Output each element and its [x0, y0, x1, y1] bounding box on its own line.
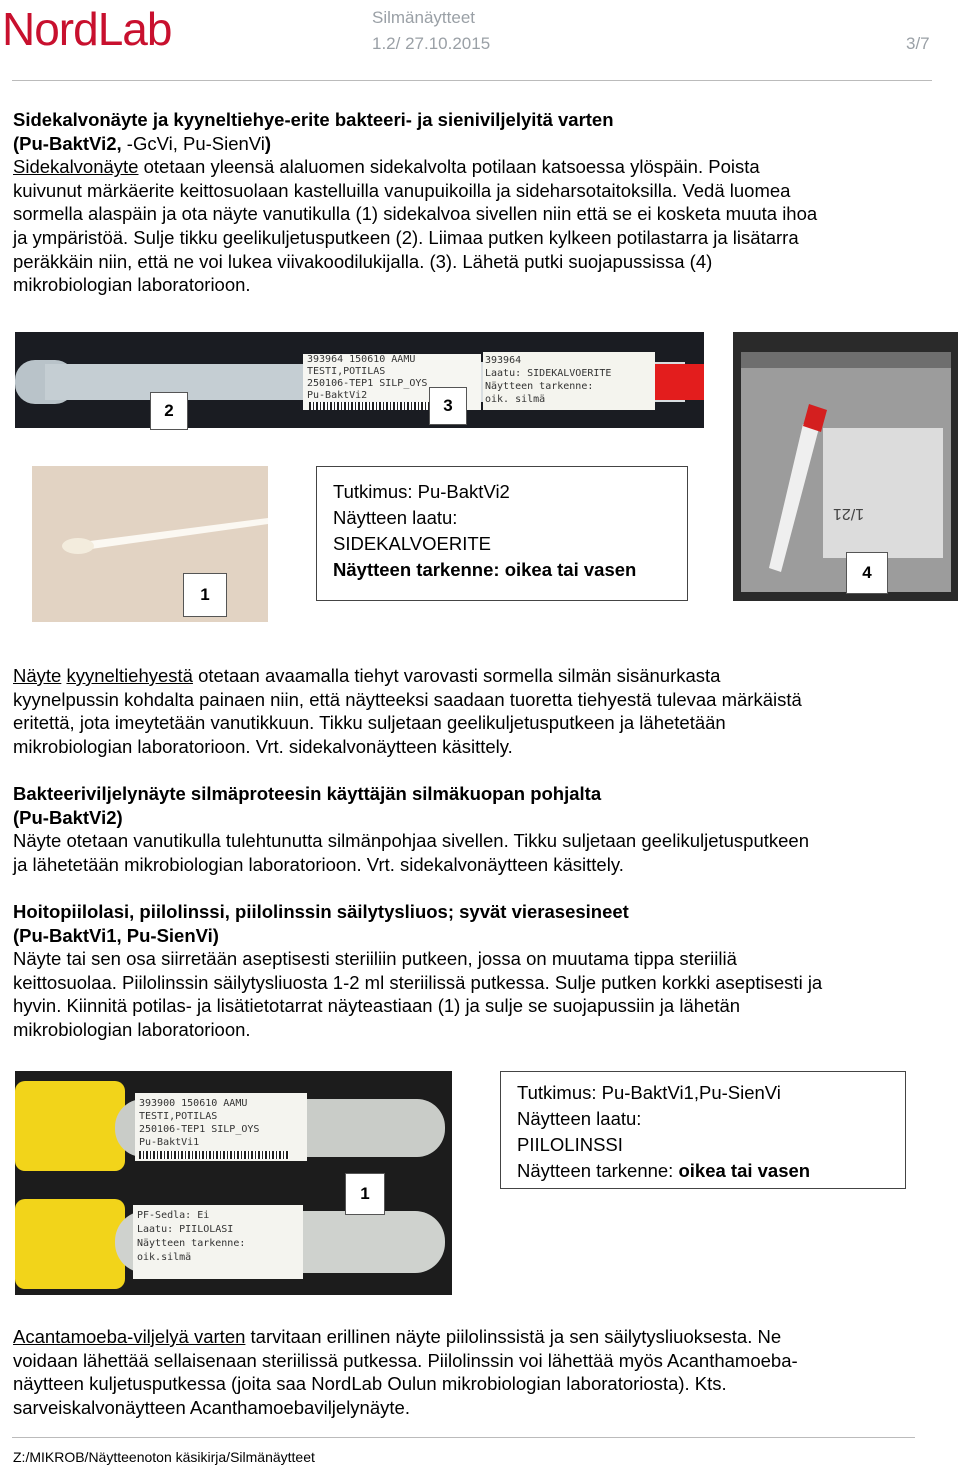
patient-label: 393964 150610 AAMU TESTI,POTILAS 250106-TEP1 SILP_OYS Pu-BaktVi2 [307, 354, 428, 401]
info-line: Näytteen tarkenne: oikea tai vasen [517, 1160, 811, 1181]
section-subtitle: (Pu-BaktVi1, Pu-SienVi) [13, 924, 219, 946]
figure-number-4: 4 [846, 552, 888, 594]
paragraph-line: näytteen kuljetusputkessa (joita saa NordLab Oulun mikrobiologian laboratoriosta). Kts. [13, 1373, 727, 1395]
paragraph-line: keittosuolaa. Piilolinssin säilytysliuosta 1-2 ml steriilissä putkessa. Sulje putken korkki aseptisesti ja [13, 971, 823, 993]
paragraph-line: hyvin. Kiinnitä potilas- ja lisätietotarrat näyteastiaan (1) ja sulje se suojapussiin ja lähetän [13, 995, 741, 1017]
swab-illustration [32, 466, 268, 622]
paragraph-line: kuivunut märkäerite keittosuolaan kastelluilla vanupuikoilla ja sideharsotaitoksilla. Vedä luomea [13, 179, 791, 201]
sample-info-box-2 [500, 1071, 906, 1189]
section-subtitle: (Pu-BaktVi2, -GcVi, Pu-SienVi) [13, 132, 272, 154]
nordlab-logo: NordLab [2, 3, 172, 55]
section-piilolinssi [13, 900, 948, 1042]
info-line: Näytteen tarkenne: oikea tai vasen [333, 559, 637, 580]
transport-tube-photo [15, 332, 704, 428]
tube-label-bottom: PF-Sedla: Ei Laatu: PIILOLASI Näytteen tarkenne: oik.silmä [137, 1210, 246, 1263]
section-title: Hoitopiilolasi, piilolinssi, piilolinssin säilytysliuos; syvät vierasesineet [13, 901, 629, 922]
paragraph-line: Acantamoeba-viljelyä varten tarvitaan erillinen näyte piilolinssistä ja sen säilytysliuoksesta. Ne [13, 1326, 782, 1347]
paragraph-line: mikrobiologian laboratorioon. [13, 274, 251, 296]
paragraph-line: Sidekalvonäyte otetaan yleensä alaluomen sidekalvolta potilaan katsoessa ylöspäin. Poista [13, 156, 760, 178]
section-title: Bakteeriviljelynäyte silmäproteesin käyttäjän silmäkuopan pohjalta [13, 783, 602, 804]
info-line: Näytteen laatu: [517, 1108, 642, 1129]
paragraph-line: ja ympäristöä. Sulje tikku geelikuljetusputkeen (2). Liimaa putken kylkeen potilastarra ja lisätarra [13, 226, 799, 248]
sample-info-box [316, 466, 688, 601]
figure-number-3: 3 [429, 387, 467, 425]
page-number: 3/7 [906, 34, 930, 53]
sterile-tubes-photo [15, 1071, 452, 1295]
section-acanthamoeba [13, 1325, 948, 1419]
paragraph-line: peräkkäin niin, että ne voi lukea viivakoodilukijalla. (3). Lähetä putki suojapussissa (4) [13, 250, 713, 272]
section-title: Sidekalvonäyte ja kyyneltiehye-erite bakteeri- ja sieniviljelyitä varten [13, 109, 614, 130]
paragraph-line: Näyte tai sen osa siirretään aseptisesti steriiliin putkeen, jossa on muutama tippa steriiliä [13, 948, 737, 970]
footer-path: Z:/MIKROB/Näytteenoton käsikirja/Silmänäytteet [13, 1449, 315, 1465]
paragraph-line: mikrobiologian laboratorioon. [13, 1018, 251, 1040]
header-divider [12, 80, 932, 81]
section-kyyneltiehye [13, 664, 948, 758]
paragraph-line: Näyte otetaan vanutikulla tulehtunutta silmänpohjaa sivellen. Tikku suljetaan geelikuljetusputkeen [13, 830, 810, 852]
paragraph-line: sarveiskalvonäytteen Acanthamoebaviljelynäyte. [13, 1396, 410, 1418]
info-line: PIILOLINSSI [517, 1134, 623, 1155]
section-silmaproteesi [13, 782, 948, 876]
sidekalvo-link[interactable]: Sidekalvonäyte [13, 156, 139, 178]
additional-label: 393964 Laatu: SIDEKALVOERITE Näytteen tarkenne: oik. silmä [485, 355, 612, 405]
document-version: 1.2/ 27.10.2015 [372, 34, 491, 53]
paragraph-line: eritettä, jota imeytetään vanutikkuun. Tikku suljetaan geelikuljetusputkeen ja lähetetään [13, 712, 726, 734]
bag-label-text: 1/21 [833, 505, 865, 522]
info-line: Tutkimus: Pu-BaktVi1,Pu-SienVi [517, 1082, 781, 1103]
figure-number-1b: 1 [345, 1173, 385, 1215]
info-line: SIDEKALVOERITE [333, 533, 491, 554]
info-line: Näytteen laatu: [333, 507, 458, 528]
paragraph-line: sormella alaspäin ja ota näyte vanutikulla (1) sidekalvoa sivellen niin että se ei kosketa muuta ihoa [13, 203, 818, 225]
paragraph-line: kyynelpussin kohdalta painaen niin, että näytteeksi saadaan tuoretta tiehyestä tulevaa märkäistä [13, 688, 802, 710]
paragraph-line: ja lähetetään mikrobiologian laboratorioon. Vrt. sidekalvonäytteen käsittely. [13, 853, 624, 875]
info-line: Tutkimus: Pu-BaktVi2 [333, 481, 510, 502]
cotton-swab-photo [32, 466, 268, 622]
section-subtitle: (Pu-BaktVi2) [13, 806, 123, 828]
barcode [139, 1151, 289, 1159]
paragraph-line: voidaan lähettää sellaisenaan steriilissä putkessa. Piilolinssin voi lähettää myös Acanthamoeba- [13, 1349, 798, 1371]
figure-number-1: 1 [183, 573, 227, 617]
section-sidekalvo [13, 108, 948, 297]
tube-label-top: 393900 150610 AAMU TESTI,POTILAS 250106-TEP1 SILP_OYS Pu-BaktVi1 [139, 1098, 260, 1148]
figure-number-2: 2 [150, 392, 188, 430]
footer-divider [12, 1437, 915, 1438]
paragraph-line: Näyte kyyneltiehyestä otetaan avaamalla tiehyt varovasti sormella silmän sisänurkasta [13, 665, 721, 686]
paragraph-line: mikrobiologian laboratorioon. Vrt. sidekalvonäytteen käsittely. [13, 735, 513, 757]
document-title: Silmänäytteet [372, 8, 475, 27]
